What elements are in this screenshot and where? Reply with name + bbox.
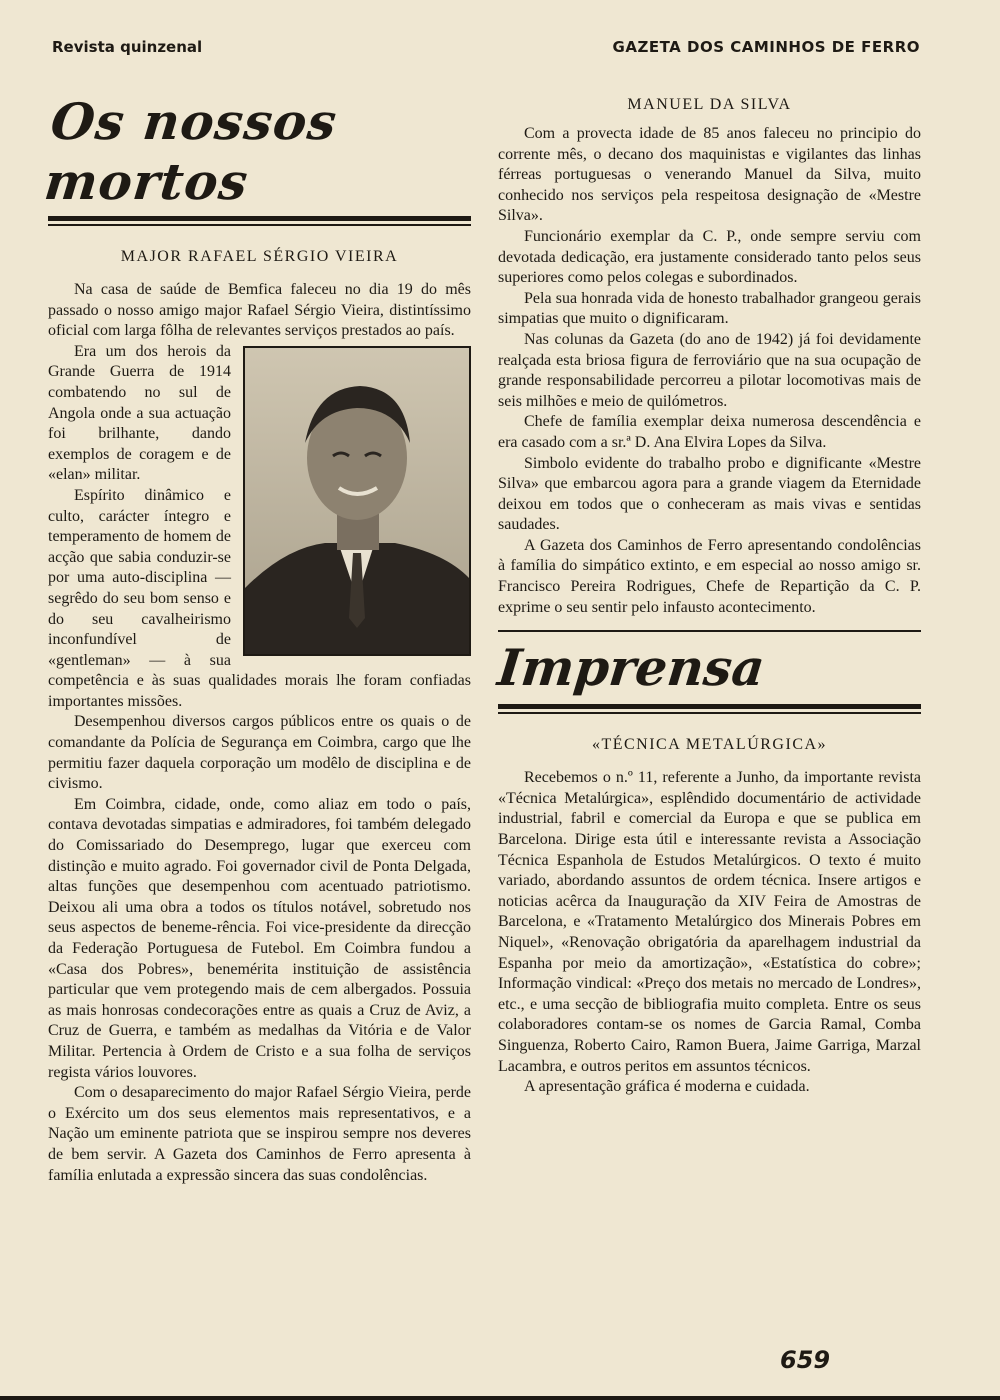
article-subtitle-vieira: MAJOR RAFAEL SÉRGIO VIEIRA	[120, 248, 399, 265]
right-column	[494, 92, 921, 1098]
paragraph: Com a provecta idade de 85 anos faleceu no principio do corrente mês, o decano dos maquinistas e vigilantes das linhas férreas portuguesas o venerando Manuel da Silva, muito conhecido nos serviços pela respeitosa designação de «Mestre Silva».	[498, 125, 921, 225]
paragraph: Em Coimbra, cidade, onde, como aliaz em todo o país, contava devotadas simpatias e admiradores, foi também delegado do Comissariado do Desemprego, lugar que exerceu com distinção e muito agrado. Foi governador civil de Ponta Delgada, altas funções que desempenhou com acentuado patriotismo. Deixou ali uma obra a todos os títulos notável, sobretudo nos seus aspectos de beneme-rência. Foi vice-presidente da direcção da Federação Portuguesa de Futebol. Em Coimbra fundou a «Casa dos Pobres», benemérita instituição de assistência particular que vem protegendo mais de cem albergados. Possuia as mais honrosas condecorações entre as quais a Cruz de Aviz, a Cruz de Guerra, e também as medalhas da Vitória e de Valor Militar. Pertencia à Ordem de Cristo e a sua folha de serviços regista vários louvores.	[48, 795, 471, 1081]
paragraph: Na casa de saúde de Bemfica faleceu no dia 19 do mês passado o nosso amigo major Rafael Sérgio Vieira, distintíssimo oficial com larga fôlha de relevantes serviços prestados ao país.	[48, 281, 471, 340]
title-rule-thin	[48, 224, 471, 226]
bottom-edge	[0, 1396, 1000, 1400]
paragraph: A apresentação gráfica é moderna e cuidada.	[524, 1078, 810, 1096]
section-title-press: Imprensa	[494, 638, 768, 698]
paragraph: Simbolo evidente do trabalho probo e dignificante «Mestre Silva» que embarcou agora para a grande viagem da Eternidade deixou em todos que o conheceram as mais vivas e sentidas saudades.	[498, 454, 921, 534]
section-title-obituaries: Os nossos mortos	[41, 92, 340, 211]
paragraph: A Gazeta dos Caminhos de Ferro apresentando condolências à família do simpático extinto, e em especial ao nosso amigo sr. Francisco Pereira Rodrigues, Chefe de Repartição da C. P. exprime o seu sentir pelo infausto acontecimento.	[498, 536, 921, 616]
running-header-right: GAZETA DOS CAMINHOS DE FERRO	[612, 38, 920, 56]
paragraph: Funcionário exemplar da C. P., onde sempre serviu com devotada dedicação, era justamente considerado tanto pelos seus superiores como pelos colegas e subordinados.	[498, 227, 921, 287]
running-header-left: Revista quinzenal	[52, 38, 203, 56]
article-subtitle-silva: MANUEL DA SILVA	[627, 96, 792, 113]
paragraph: Chefe de família exemplar deixa numerosa descendência e era casado com a sr.ª D. Ana Elvira Lopes da Silva.	[498, 413, 921, 451]
paragraph: Espírito dinâmico e culto, carácter íntegro e temperamento de homem de acção que sabia conduzir-se por uma auto-disciplina —segrêdo do seu bom senso e do seu cavalheirismo inconfundível de «gentleman» — à sua competência e às suas qualidades morais lhe foram confiadas importantes missões.	[48, 486, 471, 710]
article-subtitle-tecnica: «TÉCNICA METALÚRGICA»	[591, 736, 828, 754]
section-divider	[498, 630, 921, 632]
paragraph: Pela sua honrada vida de honesto trabalhador grangeou gerais simpatias que muito o dignificaram.	[498, 289, 921, 328]
paragraph: Nas colunas da Gazeta (do ano de 1942) já foi devidamente realçada esta briosa figura de ferroviário que na sua ocupação de grande responsabilidade percorreu a pilotar locomotivas mais de seis milhões e meio de quilómetros.	[498, 330, 921, 410]
paragraph: Com o desaparecimento do major Rafael Sérgio Vieira, perde o Exército um dos seus elementos mais representativos, e a Nação um eminente patriota que se inspirou sempre nos deveres de bem servir. A Gazeta dos Caminhos de Ferro apresenta à família enlutada a expressão sincera das suas condolências.	[48, 1084, 471, 1184]
paragraph: Recebemos o n.º 11, referente a Junho, da importante revista «Técnica Metalúrgica», esplêndido documentário de actividade industrial, fabril e comercial da Europa e que se publica em Barcelona. Dirige esta útil e interessante revista a Associação Técnica Espanhola de Estudos Metalúrgicos. O texto é muito variado, abordando assuntos de ordem técnica. Insere artigos e noticias acêrca da Inauguração da XIV Feira de Amostras de Barcelona, e «Tratamento Metalúrgico dos Minerais Pobres em Niquel», «Renovação obrigatória da aparelhagem industrial da Espanha por meio da amortização», «Estatística do cobre»; Informação vindical: «Preço dos metais no mercado de Londres», etc., e uma secção de bibliografia muito completa. Entre os seus colaboradores contam-se os nomes de Garcia Ramal, Comba Singuenza, Roberto Cairo, Ramon Buera, Jaime Garriga, Marzal Lacambra, e outros peritos em assuntos técnicos.	[498, 769, 921, 1075]
paragraph: Era um dos herois da Grande Guerra de 1914 combatendo no sul de Angola onde a sua actuação foi brilhante, dando exemplos de coragem e de «elan» militar.	[48, 342, 231, 484]
portrait-photo	[243, 346, 471, 656]
title-rule-thick	[48, 216, 471, 221]
left-column	[41, 92, 471, 1186]
paragraph: Desempenhou diversos cargos públicos entre os quais o de comandante da Polícia de Segurança em Coimbra, cargo que lhe permitiu fazer daquela corporação um modêlo de disciplina e de civismo.	[48, 713, 471, 793]
title-rule-thick	[498, 704, 921, 709]
title-rule-thin	[498, 712, 921, 714]
page-number: 659	[780, 1346, 831, 1374]
